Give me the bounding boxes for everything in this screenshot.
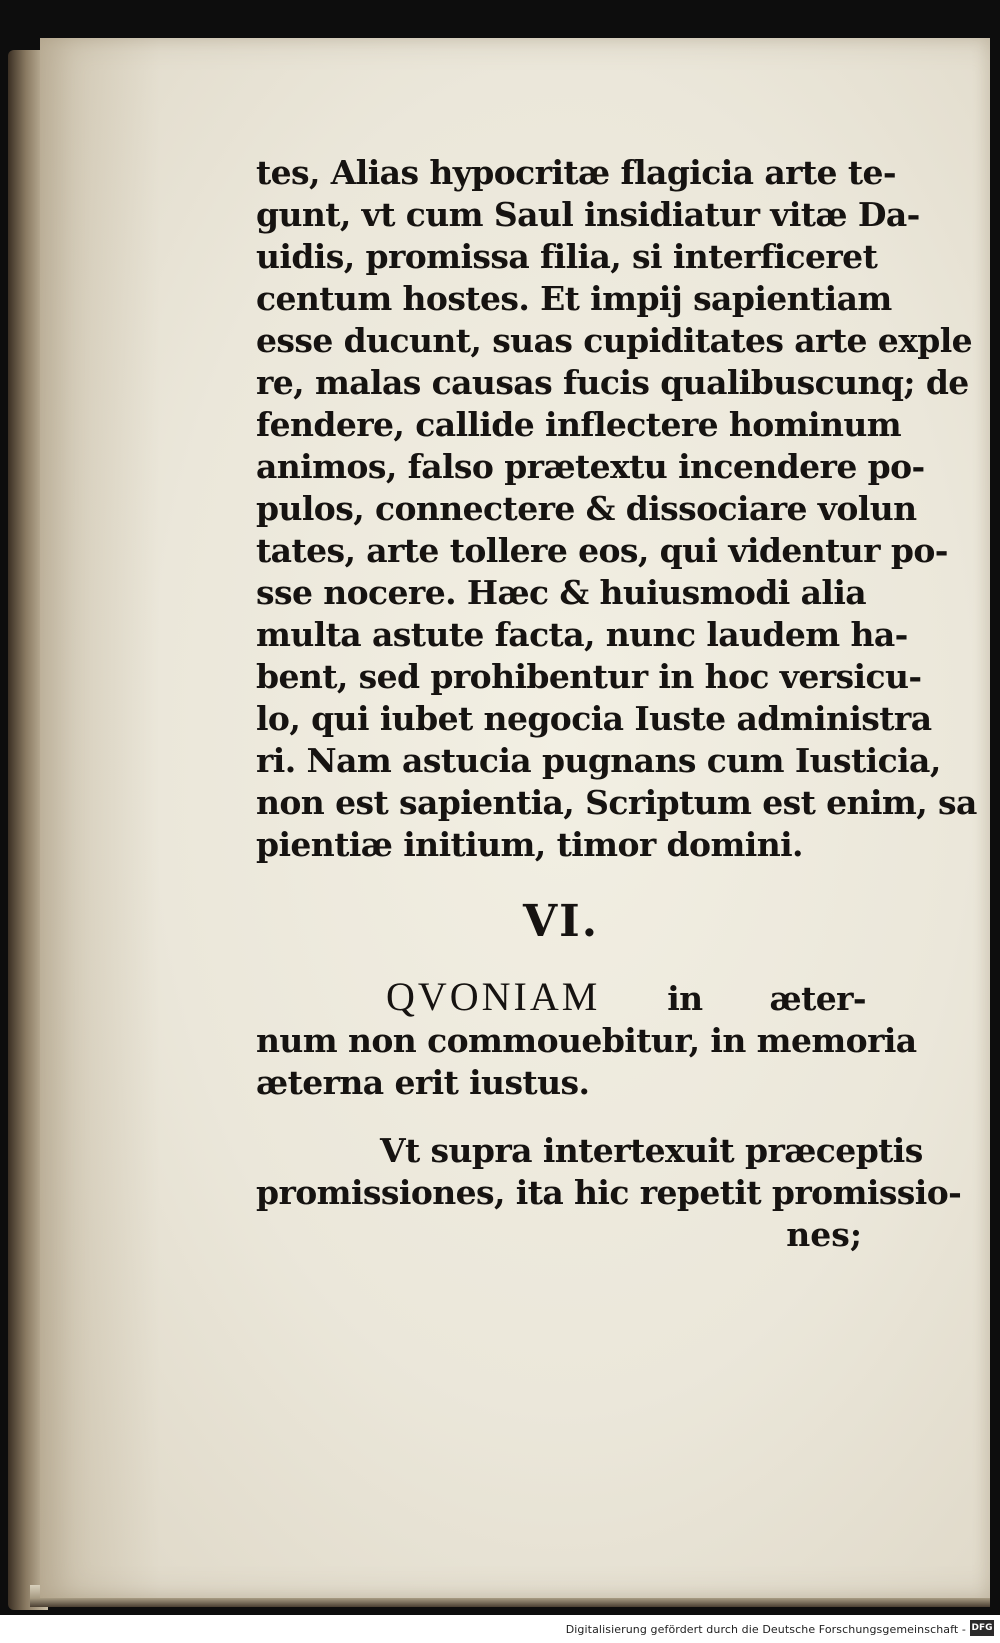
body-line: pientiæ initium, timor domini. xyxy=(256,825,803,864)
body-line: tes, Alias hypocritæ flagicia arte te- xyxy=(256,153,896,192)
commentary-line: Vt supra intertexuit præceptis xyxy=(380,1131,923,1170)
body-line: ri. Nam astucia pugnans cum Iusticia, xyxy=(256,741,941,780)
body-line: bent, sed prohibentur in hoc versicu- xyxy=(256,657,922,696)
verse-capitals: QVONIAM xyxy=(386,974,601,1019)
body-line: sse nocere. Hæc & huiusmodi alia xyxy=(256,573,867,612)
verse-line xyxy=(256,976,866,1020)
verse-first-line-rest: in æter- xyxy=(600,979,866,1018)
body-line: fendere, callide inflectere hominum xyxy=(256,405,902,444)
verse-line: æterna erit iustus. xyxy=(256,1063,590,1102)
footer-funding-note: Digitalisierung gefördert durch die Deutsche Forschungsgemeinschaft - xyxy=(565,1623,966,1636)
body-line: animos, falso prætextu incendere po- xyxy=(256,447,925,486)
body-line: lo, qui iubet negocia Iuste administra xyxy=(256,699,932,738)
body-line: gunt, vt cum Saul insidiatur vitæ Da- xyxy=(256,195,920,234)
body-line: tates, arte tollere eos, qui videntur po- xyxy=(256,531,948,570)
page-text-block xyxy=(256,152,977,1256)
verse-paragraph xyxy=(256,974,917,1104)
verse-line: num non commouebitur, in memoria xyxy=(256,1021,917,1060)
commentary-line: promissiones, ita hic repetit promissio- xyxy=(256,1173,962,1212)
verse-lines xyxy=(256,1020,917,1104)
section-number: VI. xyxy=(522,896,600,947)
body-line: esse ducunt, suas cupiditates arte exple xyxy=(256,321,973,360)
commentary-paragraph xyxy=(256,1130,962,1214)
body-line: centum hostes. Et impij sapientiam xyxy=(256,279,892,318)
body-line: non est sapientia, Scriptum est enim, sa xyxy=(256,783,977,822)
body-line: pulos, connectere & dissociare volun xyxy=(256,489,917,528)
body-line: uidis, promissa filia, si interficeret xyxy=(256,237,878,276)
page-gutter-shadow xyxy=(40,38,160,1598)
dfg-logo: DFG xyxy=(970,1620,994,1636)
body-line: multa astute facta, nunc laudem ha- xyxy=(256,615,908,654)
catchword: nes; xyxy=(786,1215,862,1254)
body-paragraph xyxy=(256,152,977,866)
body-line: re, malas causas fucis qualibuscunq; de xyxy=(256,363,969,402)
